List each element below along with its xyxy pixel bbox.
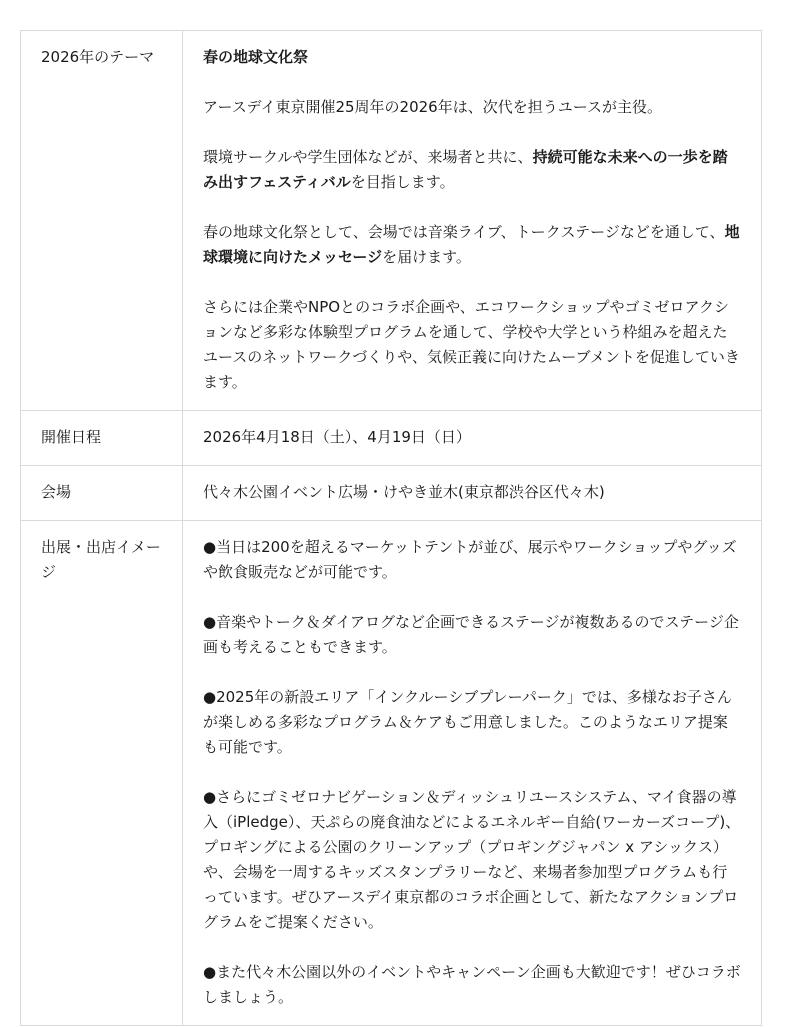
- exhibit-paragraph-5: [203, 960, 741, 1010]
- theme-paragraph-1: [203, 95, 741, 120]
- row-content-schedule: [183, 411, 762, 466]
- event-info-table: [20, 30, 762, 1026]
- text-span: ●当日は200を超えるマーケットテントが並び、展示やワークショップやグッズや飲食販売などが可能です。: [203, 538, 737, 581]
- row-label-schedule: 開催日程: [21, 411, 183, 466]
- exhibit-paragraph-3: [203, 685, 741, 760]
- table-row-schedule: [21, 411, 762, 466]
- text-span: 代々木公園イベント広場・けやき並木(東京都渋谷区代々木): [203, 483, 605, 501]
- theme-paragraph-2: [203, 145, 741, 195]
- table-row-venue: [21, 466, 762, 521]
- row-label-venue: 会場: [21, 466, 183, 521]
- row-label-theme: 2026年のテーマ: [21, 31, 183, 411]
- theme-paragraph-4: [203, 295, 741, 395]
- theme-heading: 春の地球文化祭: [203, 48, 309, 66]
- exhibit-paragraph-1: [203, 535, 741, 585]
- table-row-exhibit: [21, 521, 762, 1026]
- text-span: を届けます。: [382, 248, 471, 266]
- text-span: アースデイ東京開催25周年の2026年は、次代を担うユースが主役。: [203, 98, 662, 116]
- text-span: ●音楽やトーク＆ダイアログなど企画できるステージが複数あるのでステージ企画も考えることもできます。: [203, 613, 739, 656]
- schedule-text: [203, 425, 741, 450]
- row-content-theme: [183, 31, 762, 411]
- text-span: さらには企業やNPOとのコラボ企画や、エコワークショップやゴミゼロアクションなど多彩な体験型プログラムを通して、学校や大学という枠組みを超えたユースのネットワークづくりや、気候正義に向けたムーブメントを促進していきます。: [203, 298, 740, 391]
- text-span: を目指します。: [350, 173, 455, 191]
- theme-paragraph-3: [203, 220, 741, 270]
- text-span: ●さらにゴミゼロナビゲーション＆ディッシュリユースシステム、マイ食器の導入（iPledge）、天ぷらの廃食油などによるエネルギー自給(ワーカーズコープ)、プロギングによる公園のクリーンアップ（プロギングジャパン x アシックス）や、会場を一周するキッズスタンプラリーなど、来場者参加型プログラムも行っています。ぜひアースデイ東京都のコラボ企画として、新たなアクションプログラムをご提案ください。: [203, 788, 741, 931]
- emphasis-text: 地球環境に向けたメッセージ: [203, 223, 740, 266]
- row-label-exhibit: 出展・出店イメージ: [21, 521, 183, 1026]
- text-span: ●2025年の新設エリア「インクルーシブプレーパーク」では、多様なお子さんが楽しめる多彩なプログラム＆ケアもご用意しました。このようなエリア提案も可能です。: [203, 688, 732, 756]
- row-content-exhibit: [183, 521, 762, 1026]
- exhibit-paragraph-4: [203, 785, 741, 935]
- table-row-theme: [21, 31, 762, 411]
- emphasis-text: 持続可能な未来への一歩を踏み出すフェスティバル: [203, 148, 728, 191]
- text-span: 春の地球文化祭として、会場では音楽ライブ、トークステージなどを通して、: [203, 223, 725, 241]
- row-content-venue: [183, 466, 762, 521]
- text-span: 環境サークルや学生団体などが、来場者と共に、: [203, 148, 533, 166]
- text-span: ●また代々木公園以外のイベントやキャンペーン企画も大歓迎です！ぜひコラボしましょう。: [203, 963, 741, 1006]
- text-span: 2026年4月18日（土）、4月19日（日）: [203, 428, 471, 446]
- exhibit-paragraph-2: [203, 610, 741, 660]
- venue-text: [203, 480, 741, 505]
- event-info-table-body: [21, 31, 762, 1026]
